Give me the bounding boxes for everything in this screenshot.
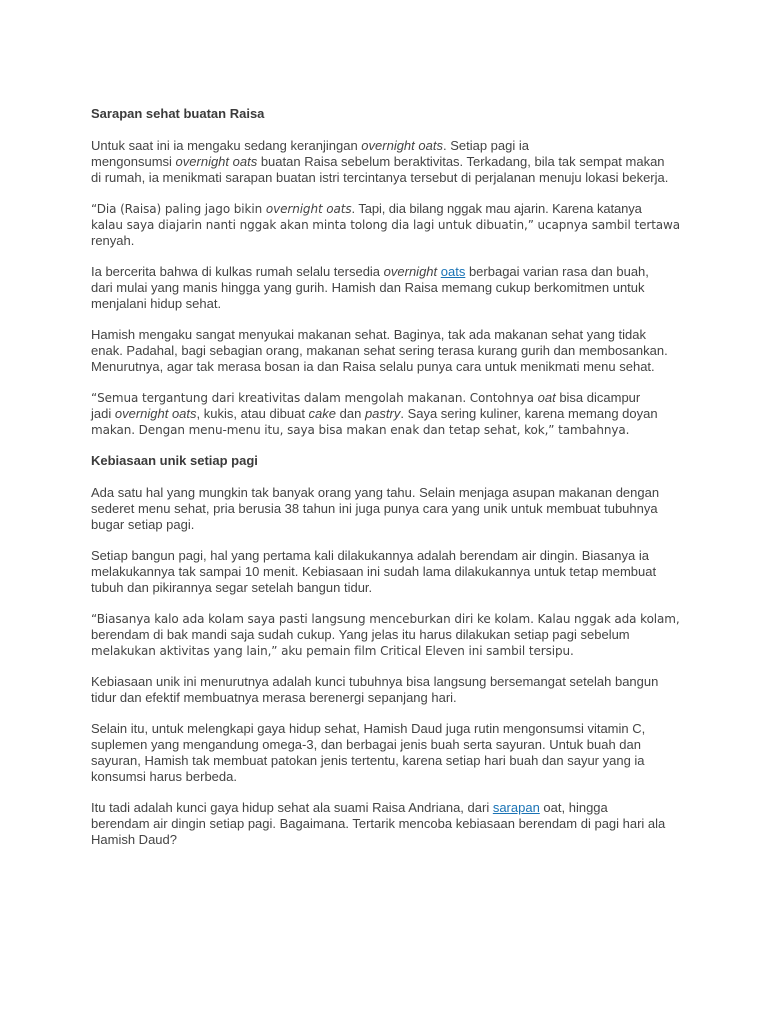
- heading-text: Sarapan sehat buatan Raisa: [91, 106, 265, 121]
- paragraph-line: berendam air dingin setiap pagi. Bagaimana. Tertarik mencoba kebiasaan berendam di pagi hari ala: [91, 816, 666, 831]
- paragraph-line: Ia bercerita bahwa di kulkas rumah selalu tersedia overnight oats berbagai varian rasa dan buah,: [91, 264, 649, 279]
- paragraph-line: Selain itu, untuk melengkapi gaya hidup sehat, Hamish Daud juga rutin mengonsumsi vitamin C,: [91, 721, 646, 736]
- paragraph-3: [91, 264, 682, 312]
- paragraph-5-quote: [91, 390, 682, 438]
- paragraph-line: melakukannya tak sampai 10 menit. Kebiasaan ini sudah lama dilakukannya untuk tetap membuat: [91, 564, 657, 579]
- paragraph-line: berendam di bak mandi saja sudah cukup. Yang jelas itu harus dilakukan setiap pagi sebelum: [91, 627, 630, 642]
- paragraph-line: mengonsumsi overnight oats buatan Raisa sebelum beraktivitas. Terkadang, bila tak sempat makan: [91, 154, 665, 169]
- paragraph-line: “Dia (Raisa) paling jago bikin overnight oats. Tapi, dia bilang nggak mau ajarin. Karena katanya: [91, 201, 642, 216]
- section-heading-sarapan: [91, 106, 682, 122]
- paragraph-line: Untuk saat ini ia mengaku sedang keranjingan overnight oats. Setiap pagi ia: [91, 138, 529, 153]
- paragraph-line: Kebiasaan unik ini menurutnya adalah kunci tubuhnya bisa langsung bersemangat setelah bangun: [91, 674, 659, 689]
- paragraph-line: makan. Dengan menu-menu itu, saya bisa makan enak dan tetap sehat, kok,” tambahnya.: [91, 423, 630, 437]
- heading-text: Kebiasaan unik setiap pagi: [91, 453, 258, 468]
- paragraph-line: Setiap bangun pagi, hal yang pertama kali dilakukannya adalah berendam air dingin. Biasanya ia: [91, 548, 649, 563]
- paragraph-line: jadi overnight oats, kukis, atau dibuat cake dan pastry. Saya sering kuliner, karena memang doyan: [91, 406, 658, 421]
- paragraph-line: konsumsi harus berbeda.: [91, 769, 237, 784]
- paragraph-line: bugar setiap pagi.: [91, 517, 195, 532]
- paragraph-7: [91, 548, 682, 596]
- paragraph-line: Hamish Daud?: [91, 832, 177, 847]
- paragraph-2-quote: [91, 201, 682, 249]
- paragraph-10: [91, 721, 682, 785]
- paragraph-line: Menurutnya, agar tak merasa bosan ia dan Raisa selalu punya cara untuk menikmati menu sehat.: [91, 359, 655, 374]
- paragraph-line: tubuh dan pikirannya segar setelah bangun tidur.: [91, 580, 373, 595]
- paragraph-line: sayuran, Hamish tak membuat patokan jenis tertentu, karena setiap hari buah dan sayur yang ia: [91, 753, 645, 768]
- paragraph-line: menjalani hidup sehat.: [91, 296, 222, 311]
- paragraph-line: di rumah, ia menikmati sarapan buatan istri tercintanya tersebut di perjalanan menuju lokasi bekerja.: [91, 170, 669, 185]
- paragraph-1: [91, 138, 682, 186]
- paragraph-4: [91, 327, 682, 375]
- paragraph-line: tidur dan efektif membuatnya merasa berenergi sepanjang hari.: [91, 690, 457, 705]
- paragraph-line: melakukan aktivitas yang lain,” aku pemain film Critical Eleven ini sambil tersipu.: [91, 644, 574, 658]
- paragraph-line: kalau saya diajarin nanti nggak akan minta tolong dia lagi untuk dibuatin,” ucapnya sambil tertawa: [91, 218, 681, 232]
- paragraph-line: Hamish mengaku sangat menyukai makanan sehat. Baginya, tak ada makanan sehat yang tidak: [91, 327, 647, 342]
- paragraph-6: [91, 485, 682, 533]
- section-heading-kebiasaan: [91, 453, 682, 469]
- paragraph-line: Itu tadi adalah kunci gaya hidup sehat ala suami Raisa Andriana, dari sarapan oat, hingga: [91, 800, 608, 815]
- oats-link[interactable]: oats: [440, 264, 466, 279]
- paragraph-line: suplemen yang mengandung omega-3, dan berbagai jenis buah serta sayuran. Untuk buah dan: [91, 737, 641, 752]
- paragraph-line: “Biasanya kalo ada kolam saya pasti langsung menceburkan diri ke kolam. Kalau nggak ada kolam,: [91, 612, 680, 626]
- paragraph-11: [91, 800, 682, 848]
- paragraph-line: dari mulai yang manis hingga yang gurih. Hamish dan Raisa memang cukup berkomitmen untuk: [91, 280, 645, 295]
- paragraph-line: renyah.: [91, 233, 135, 248]
- paragraph-line: sederet menu sehat, pria berusia 38 tahun ini juga punya cara yang unik untuk membuat tubuhnya: [91, 501, 658, 516]
- paragraph-9: [91, 674, 682, 706]
- paragraph-line: Ada satu hal yang mungkin tak banyak orang yang tahu. Selain menjaga asupan makanan dengan: [91, 485, 660, 500]
- paragraph-line: enak. Padahal, bagi sebagian orang, makanan sehat sering terasa kurang gurih dan membosankan.: [91, 343, 668, 358]
- sarapan-link[interactable]: sarapan: [492, 800, 540, 815]
- paragraph-8-quote: [91, 611, 682, 659]
- paragraph-line: “Semua tergantung dari kreativitas dalam mengolah makanan. Contohnya oat bisa dicampur: [91, 390, 641, 405]
